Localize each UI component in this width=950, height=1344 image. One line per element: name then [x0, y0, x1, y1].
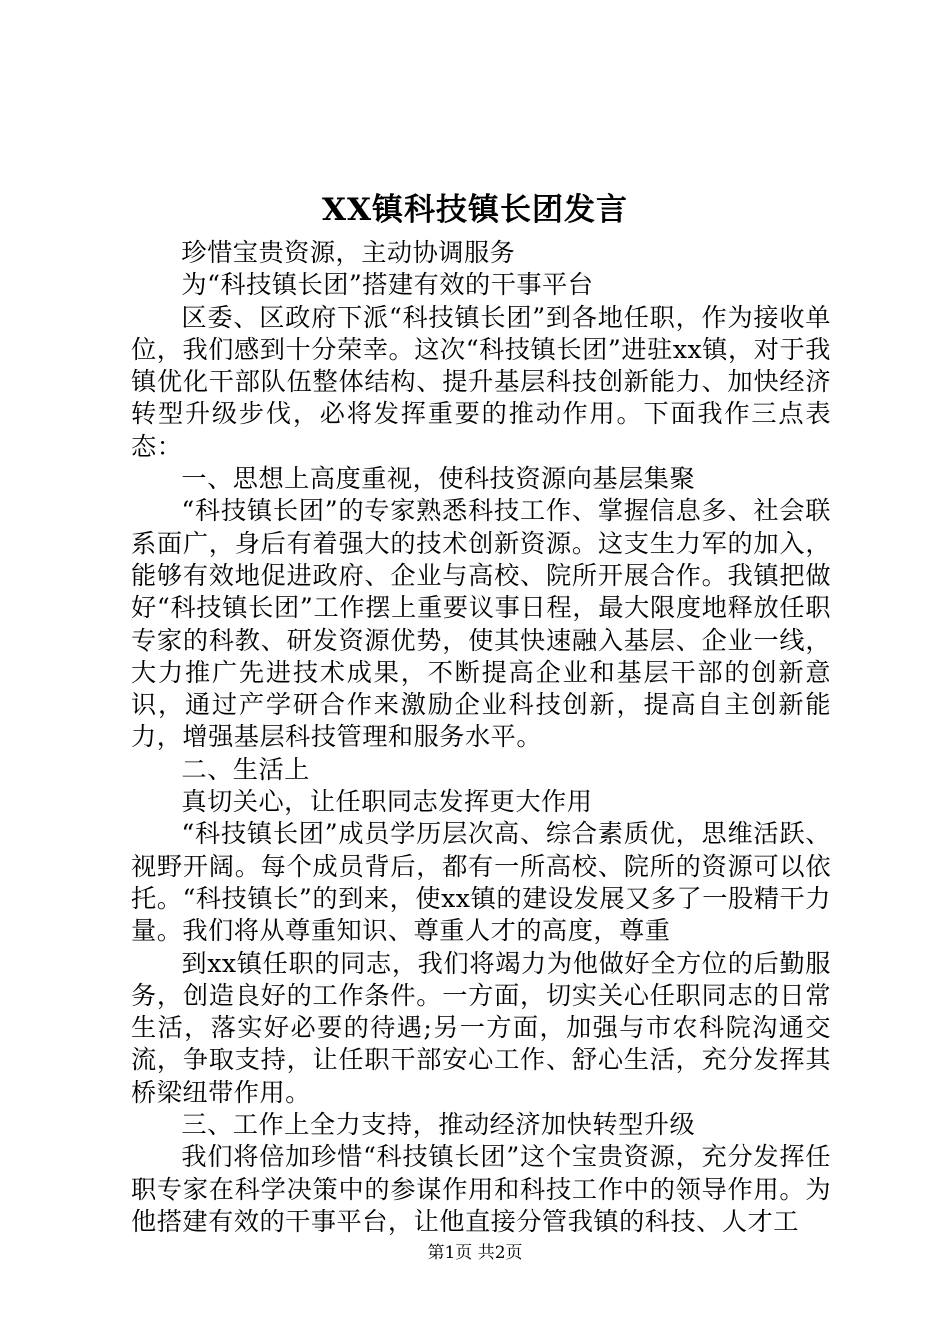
paragraph-intro: 区委、区政府下派“科技镇长团”到各地任职，作为接收单位，我们感到十分荣幸。这次“科技镇长团”进驻xx镇，对于我镇优化干部队伍整体结构、提升基层科技创新能力、加快经济转型升级步伐，必将发挥重要的推动作用。下面我作三点表态：	[131, 302, 831, 461]
page-footer: 第1页 共2页	[427, 1243, 523, 1263]
section-heading-3: 三、工作上全力支持，推动经济加快转型升级	[181, 1110, 696, 1140]
paragraph-subtitle-1: 珍惜宝贵资源，主动协调服务	[181, 238, 516, 267]
paragraph-section-2b: 到xx镇任职的同志，我们将竭力为他做好全方位的后勤服务，创造良好的工作条件。一方面，切实关心任职同志的日常生活，落实好必要的待遇;另一方面，加强与市农科院沟通交流，争取支持，让任职干部安心工作、舒心生活，充分发挥其桥梁纽带作用。	[131, 948, 831, 1107]
document-title: XX镇科技镇长团发言	[321, 192, 629, 228]
paragraph-section-1: “科技镇长团”的专家熟悉科技工作、掌握信息多、社会联系面广，身后有着强大的技术创新资源。这支生力军的加入，能够有效地促进政府、企业与高校、院所开展合作。我镇把做好“科技镇长团”工作摆上重要议事日程，最大限度地释放任职专家的科教、研发资源优势，使其快速融入基层、企业一线，大力推广先进技术成果，不断提高企业和基层干部的创新意识，通过产学研合作来激励企业科技创新，提高自主创新能力，增强基层科技管理和服务水平。	[131, 496, 831, 752]
paragraph-section-2a: “科技镇长团”成员学历层次高、综合素质优，思维活跃、视野开阔。每个成员背后，都有一所高校、院所的资源可以依托。“科技镇长”的到来，使xx镇的建设发展又多了一股精干力量。我们将从尊重知识、尊重人才的高度，尊重	[131, 819, 831, 946]
paragraph-section-3: 我们将倍加珍惜“科技镇长团”这个宝贵资源，充分发挥任职专家在科学决策中的参谋作用和科技工作中的领导作用。为他搭建有效的干事平台，让他直接分管我镇的科技、人才工	[131, 1142, 831, 1236]
section-heading-2: 二、生活上	[181, 754, 310, 784]
document-body	[131, 237, 831, 1238]
paragraph-subtitle-2: 为“科技镇长团”搭建有效的干事平台	[181, 270, 594, 300]
section-heading-2-cont: 真切关心，让任职同志发挥更大作用	[181, 787, 593, 817]
section-heading-1: 一、思想上高度重视，使科技资源向基层集聚	[181, 464, 696, 494]
